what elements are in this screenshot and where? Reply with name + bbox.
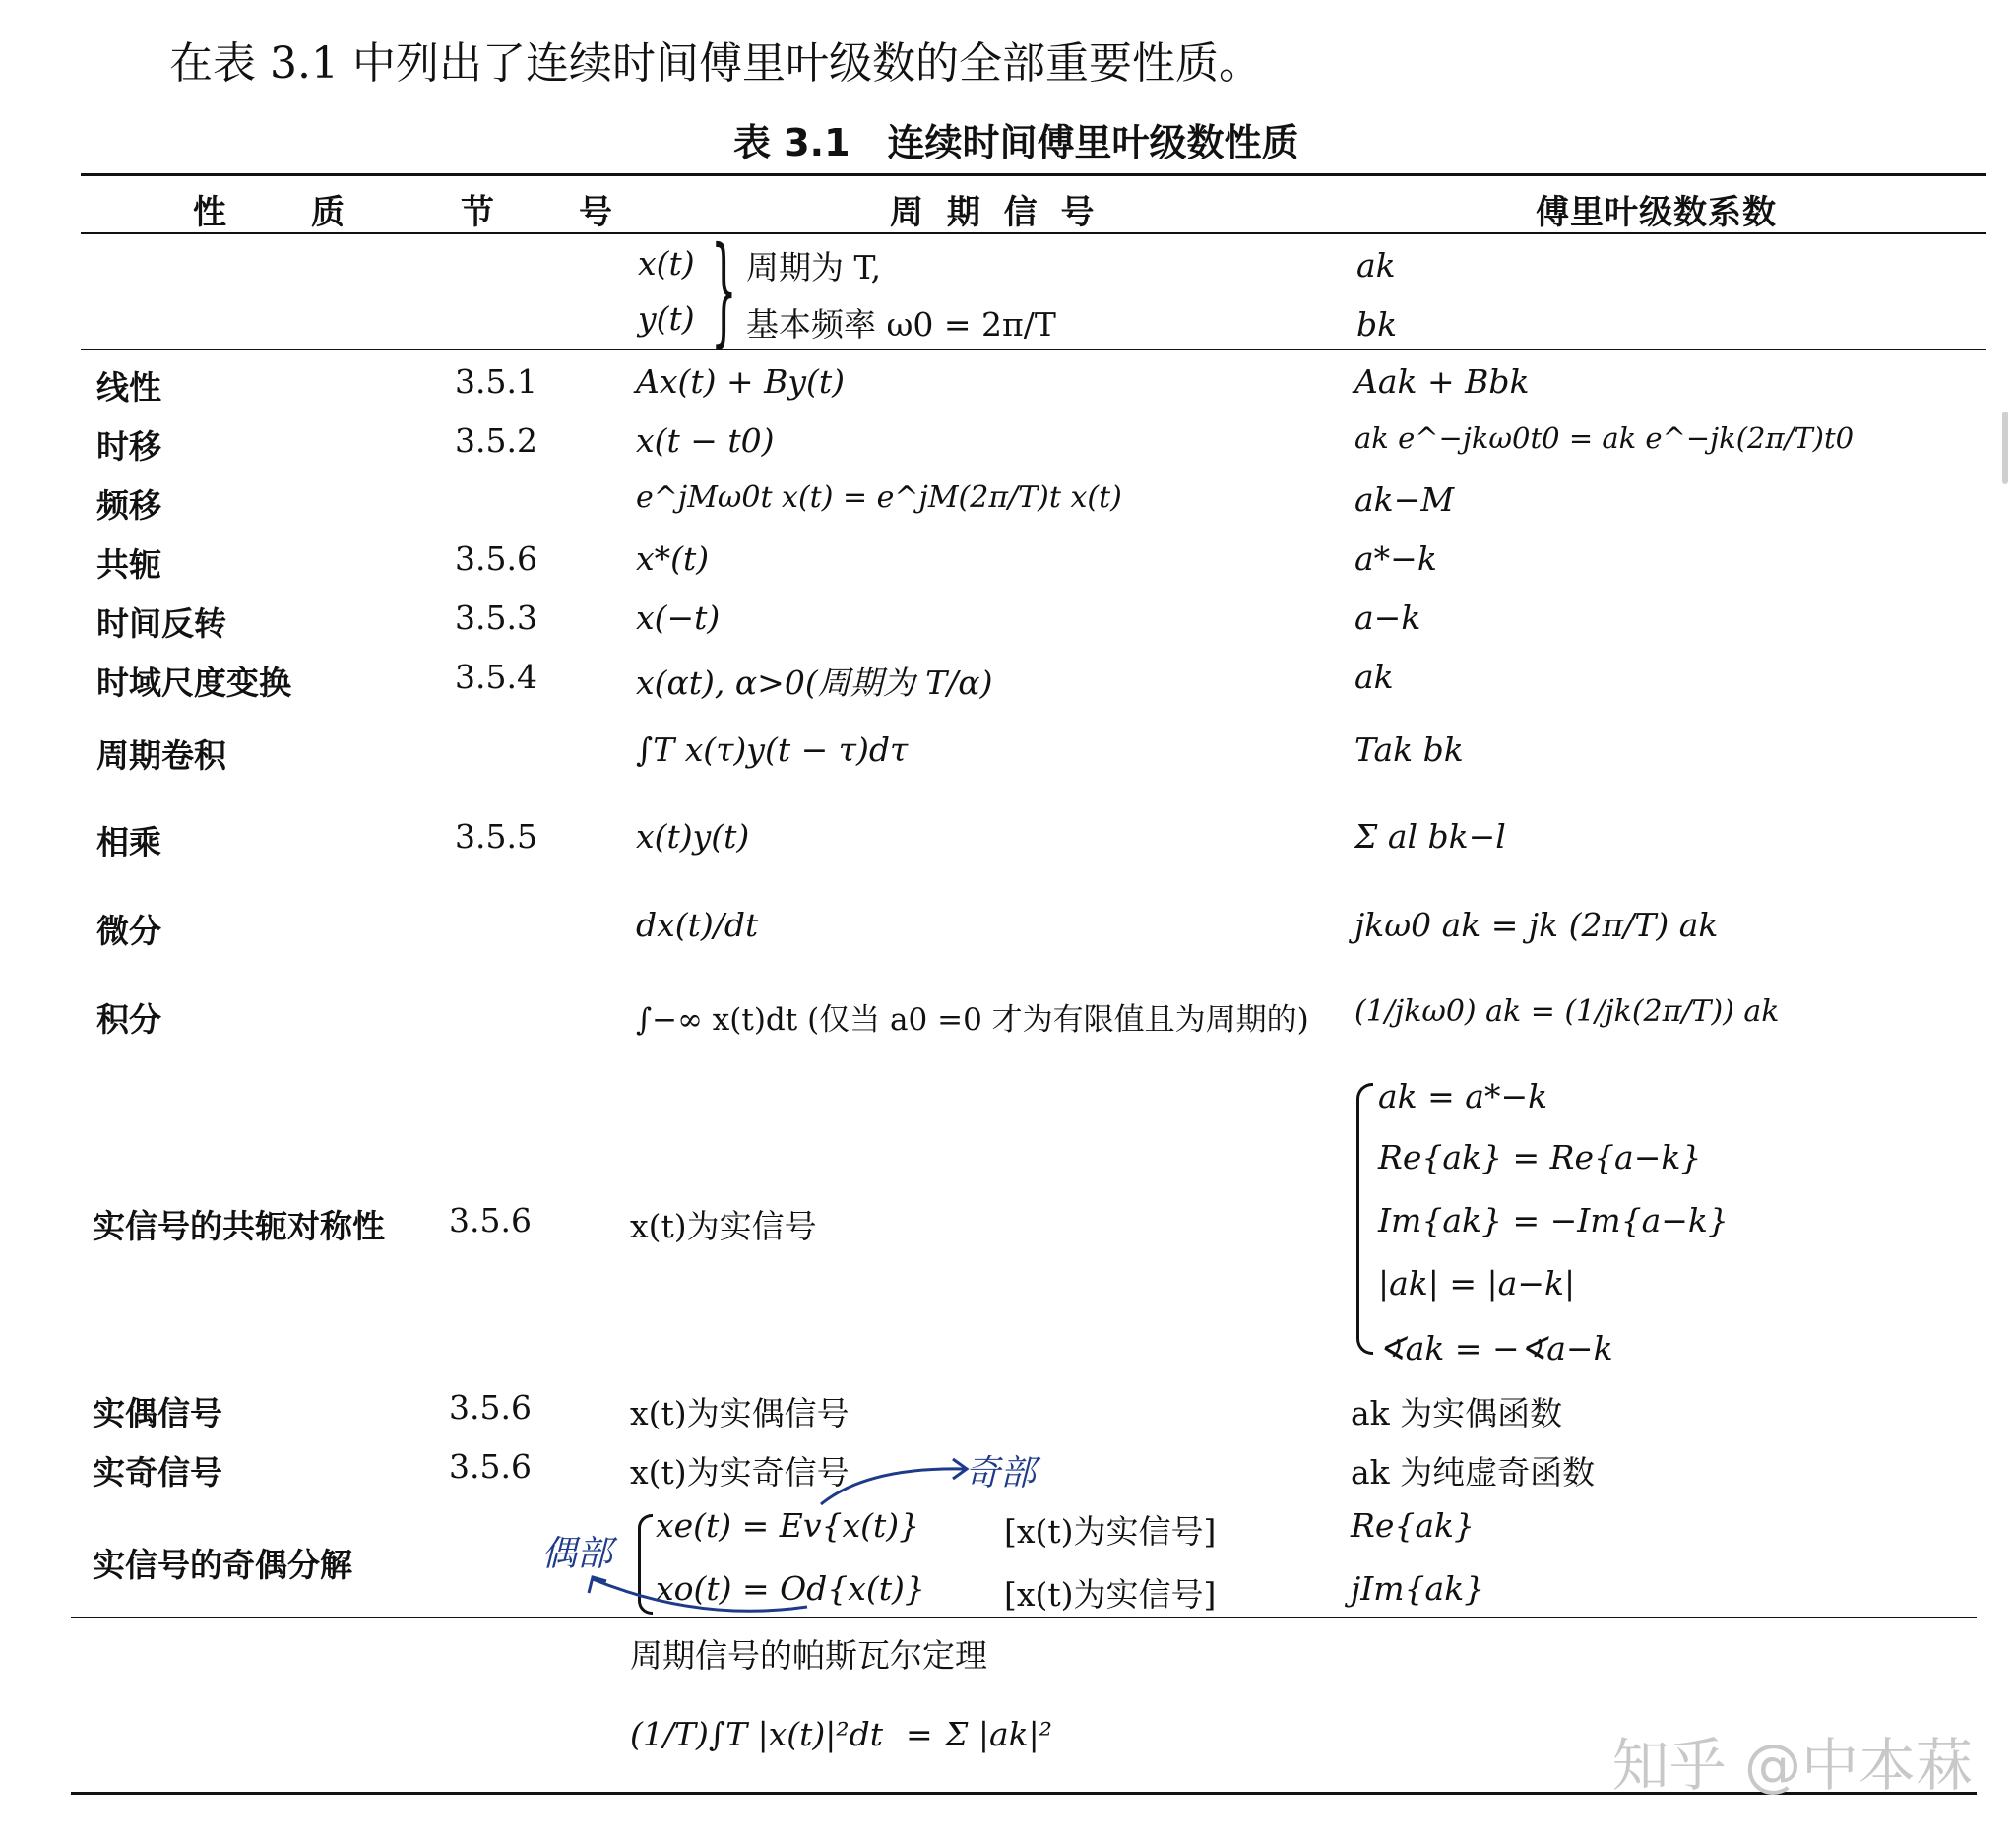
- row-coeff: ak 为纯虚奇函数: [1351, 1453, 1596, 1491]
- row-name: 共轭: [96, 545, 161, 584]
- row-signal: x*(t): [636, 539, 710, 578]
- decomp-coeff: jIm{ak}: [1351, 1569, 1485, 1608]
- symmetry-line: Re{ak} = Re{a−k}: [1378, 1138, 1702, 1176]
- decomp-line: xe(t) = Ev{x(t)}: [656, 1506, 920, 1545]
- row-section: 3.5.2: [455, 421, 537, 460]
- row-section: 3.5.6: [449, 1388, 532, 1427]
- body-bottom-rule: [71, 1617, 1977, 1618]
- row-coeff: ak 为实偶函数: [1351, 1394, 1563, 1432]
- even-part-note: 偶部: [541, 1534, 613, 1574]
- row-section: 3.5.6: [449, 1201, 532, 1239]
- row-signal: dx(t)/dt: [636, 906, 759, 944]
- row-name: 微分: [96, 912, 161, 950]
- table-caption: 表 3.1 连续时间傅里叶级数性质: [733, 121, 1299, 164]
- row-name: 频移: [96, 486, 161, 525]
- row-coeff: Aak + Bbk: [1354, 362, 1530, 401]
- parseval-right: Σ |ak|²: [945, 1715, 1052, 1753]
- symmetry-brace: [1356, 1083, 1373, 1355]
- row-name: 周期卷积: [96, 736, 226, 775]
- decomp-coeff: Re{ak}: [1351, 1506, 1476, 1545]
- row-section: 3.5.5: [455, 817, 537, 856]
- setup-bottom-rule: [81, 349, 1986, 350]
- row-name: 实奇信号: [93, 1453, 222, 1491]
- header-section: 节 号: [461, 193, 618, 232]
- row-coeff: a*−k: [1354, 539, 1437, 578]
- odd-part-note: 奇部: [965, 1453, 1037, 1493]
- row-signal: ∫T x(τ)y(t − τ)dτ: [636, 730, 909, 769]
- setup-bk: bk: [1356, 305, 1398, 344]
- row-section: 3.5.4: [455, 658, 537, 696]
- row-coeff: a−k: [1354, 599, 1421, 637]
- row-signal: x(−t): [636, 599, 721, 637]
- row-signal: e^jMω0t x(t) = e^jM(2π/T)t x(t): [636, 480, 1122, 515]
- symmetry-line: |ak| = |a−k|: [1378, 1264, 1576, 1302]
- row-coeff: Σ al bk−l: [1354, 817, 1506, 856]
- row-name: 积分: [96, 1000, 161, 1039]
- header-signal: 周 期 信 号: [890, 193, 1101, 232]
- row-name: 实偶信号: [93, 1394, 222, 1432]
- row-coeff: Tak bk: [1354, 730, 1464, 769]
- row-signal: x(αt), α>0(周期为 T/α): [636, 664, 993, 702]
- symmetry-line: Im{ak} = −Im{a−k}: [1378, 1201, 1729, 1239]
- setup-x: x(t): [638, 244, 695, 283]
- decomp-condition: [x(t)为实信号]: [1004, 1512, 1217, 1551]
- parseval-equals: =: [906, 1715, 933, 1753]
- watermark: 知乎 @中本菻: [1611, 1732, 1973, 1799]
- row-signal: x(t)为实信号: [630, 1207, 817, 1245]
- row-signal: x(t)为实偶信号: [630, 1394, 850, 1432]
- intro-text: 在表 3.1 中列出了连续时间傅里叶级数的全部重要性质。: [169, 38, 1262, 89]
- row-signal: x(t − t0): [636, 421, 775, 460]
- row-section: 3.5.6: [449, 1447, 532, 1486]
- row-signal: x(t)y(t): [636, 817, 750, 856]
- table-top-rule: [81, 173, 1986, 176]
- row-name: 线性: [96, 368, 161, 407]
- header-coeff: 傅里叶级数系数: [1536, 193, 1777, 232]
- row-coeff: ak−M: [1354, 480, 1455, 519]
- row-name: 实信号的奇偶分解: [93, 1546, 352, 1584]
- symmetry-line: ak = a*−k: [1378, 1077, 1548, 1115]
- symmetry-line: ∢ak = −∢a−k: [1378, 1329, 1613, 1367]
- row-section: 3.5.1: [455, 362, 537, 401]
- setup-brace: }: [711, 222, 737, 359]
- setup-ak: ak: [1356, 246, 1396, 285]
- setup-period: 周期为 T,: [746, 248, 882, 286]
- parseval-left: (1/T)∫T |x(t)|²dt: [630, 1715, 884, 1753]
- row-coeff: (1/jkω0) ak = (1/jk(2π/T)) ak: [1354, 994, 1780, 1029]
- decomp-line: xo(t) = Od{x(t)}: [656, 1569, 925, 1608]
- row-signal: ∫−∞ x(t)dt (仅当 a0 =0 才为有限值且为周期的): [636, 1002, 1309, 1038]
- header-property: 性 质: [193, 193, 350, 232]
- row-signal: Ax(t) + By(t): [636, 362, 845, 401]
- row-coeff: ak e^−jkω0t0 = ak e^−jk(2π/T)t0: [1354, 421, 1855, 455]
- row-section: 3.5.3: [455, 599, 537, 637]
- row-name: 时移: [96, 427, 161, 466]
- row-signal: x(t)为实奇信号: [630, 1453, 850, 1491]
- odd-part-arrow: [817, 1447, 984, 1516]
- row-coeff: ak: [1354, 658, 1394, 696]
- scrollbar-thumb[interactable]: [2002, 412, 2008, 484]
- row-name: 时域尺度变换: [96, 664, 291, 702]
- row-name: 实信号的共轭对称性: [93, 1207, 385, 1245]
- even-part-arrow: [581, 1567, 817, 1617]
- row-section: 3.5.6: [455, 539, 537, 578]
- setup-freq: 基本频率 ω0 = 2π/T: [746, 305, 1056, 344]
- row-name: 相乘: [96, 823, 161, 861]
- parseval-title: 周期信号的帕斯瓦尔定理: [630, 1636, 987, 1675]
- row-coeff: jkω0 ak = jk (2π/T) ak: [1354, 906, 1719, 944]
- decomp-condition: [x(t)为实信号]: [1004, 1575, 1217, 1614]
- setup-y: y(t): [638, 299, 695, 338]
- row-name: 时间反转: [96, 604, 226, 643]
